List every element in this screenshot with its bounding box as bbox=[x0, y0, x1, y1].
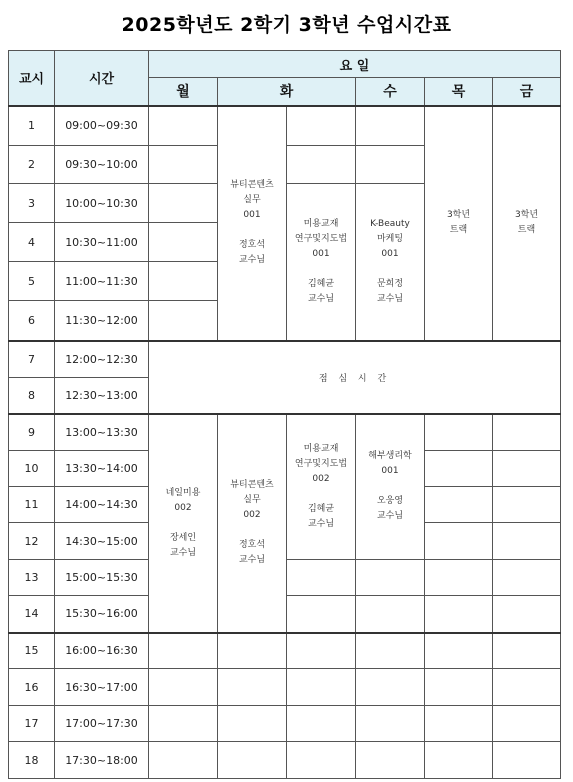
period-time: 12:00~12:30 bbox=[55, 341, 149, 378]
empty-cell bbox=[287, 669, 356, 706]
course-track-thu bbox=[425, 106, 493, 341]
empty-cell bbox=[493, 487, 561, 523]
empty-cell bbox=[493, 523, 561, 560]
period-number: 3 bbox=[9, 184, 55, 223]
period-number: 12 bbox=[9, 523, 55, 560]
period-time: 15:30~16:00 bbox=[55, 596, 149, 633]
empty-cell bbox=[356, 596, 425, 633]
spacer bbox=[287, 262, 355, 277]
period-number: 5 bbox=[9, 262, 55, 301]
period-time: 11:30~12:00 bbox=[55, 301, 149, 341]
course-cosmetology-001 bbox=[287, 184, 356, 341]
course-track-fri bbox=[493, 106, 561, 341]
instructor-name: 정호석 bbox=[238, 240, 266, 250]
empty-cell bbox=[356, 146, 425, 184]
course-name-line: 연구및지도법 bbox=[294, 458, 348, 469]
course-name-line: 미용교재 bbox=[303, 443, 339, 454]
empty-cell bbox=[149, 301, 218, 341]
empty-cell bbox=[493, 742, 561, 779]
period-time: 10:00~10:30 bbox=[55, 184, 149, 223]
instructor-title: 교수님 bbox=[307, 518, 335, 529]
empty-cell bbox=[356, 560, 425, 596]
lunch-break: 점 심 시 간 bbox=[149, 341, 561, 414]
instructor-title: 교수님 bbox=[376, 293, 404, 304]
course-cosmetology-002 bbox=[287, 414, 356, 560]
empty-cell bbox=[425, 560, 493, 596]
empty-cell bbox=[149, 146, 218, 184]
empty-cell bbox=[218, 669, 287, 706]
course-name-line: 뷰티콘텐츠 bbox=[230, 180, 274, 190]
empty-cell bbox=[287, 106, 356, 146]
empty-cell bbox=[218, 742, 287, 779]
period-number: 15 bbox=[9, 633, 55, 669]
period-time: 10:30~11:00 bbox=[55, 223, 149, 262]
empty-cell bbox=[287, 146, 356, 184]
instructor-title: 교수님 bbox=[238, 555, 266, 565]
period-number: 14 bbox=[9, 596, 55, 633]
spacer bbox=[356, 262, 424, 277]
period-time: 17:00~17:30 bbox=[55, 706, 149, 742]
course-name-line: 미용교재 bbox=[303, 218, 339, 229]
period-number: 9 bbox=[9, 414, 55, 451]
period-time: 09:00~09:30 bbox=[55, 106, 149, 146]
course-section: 001 bbox=[381, 248, 399, 259]
empty-cell bbox=[493, 633, 561, 669]
empty-cell bbox=[149, 223, 218, 262]
empty-cell bbox=[493, 560, 561, 596]
period-number: 11 bbox=[9, 487, 55, 523]
period-number: 7 bbox=[9, 341, 55, 378]
empty-cell bbox=[149, 262, 218, 301]
course-beauty-content-001 bbox=[218, 106, 287, 341]
period-time: 14:00~14:30 bbox=[55, 487, 149, 523]
period-time: 17:30~18:00 bbox=[55, 742, 149, 779]
course-name-line: 뷰티콘텐츠 bbox=[230, 480, 274, 490]
period-number: 18 bbox=[9, 742, 55, 779]
period-time: 16:00~16:30 bbox=[55, 633, 149, 669]
empty-cell bbox=[425, 706, 493, 742]
period-number: 1 bbox=[9, 106, 55, 146]
course-name-line: 실무 bbox=[243, 495, 261, 505]
instructor-name: 김혜균 bbox=[307, 503, 335, 514]
course-section: 002 bbox=[174, 502, 192, 513]
period-number: 17 bbox=[9, 706, 55, 742]
empty-cell bbox=[425, 487, 493, 523]
empty-cell bbox=[425, 669, 493, 706]
empty-cell bbox=[493, 669, 561, 706]
empty-cell bbox=[356, 742, 425, 779]
course-anatomy-001 bbox=[356, 414, 425, 560]
instructor-title: 교수님 bbox=[238, 255, 266, 265]
empty-cell bbox=[218, 706, 287, 742]
period-number: 16 bbox=[9, 669, 55, 706]
empty-cell bbox=[425, 596, 493, 633]
empty-cell bbox=[149, 106, 218, 146]
empty-cell bbox=[287, 742, 356, 779]
instructor-title: 교수님 bbox=[169, 547, 197, 558]
empty-cell bbox=[425, 523, 493, 560]
empty-cell bbox=[356, 669, 425, 706]
course-section: 002 bbox=[243, 510, 261, 520]
page-title: 2025학년도 2학기 3학년 수업시간표 bbox=[121, 14, 452, 36]
header-time: 시간 bbox=[55, 51, 149, 106]
empty-cell bbox=[493, 414, 561, 451]
course-name-line: K-Beauty bbox=[370, 218, 410, 229]
spacer bbox=[356, 479, 424, 494]
instructor-name: 문희정 bbox=[376, 278, 404, 289]
empty-cell bbox=[425, 414, 493, 451]
period-time: 15:00~15:30 bbox=[55, 560, 149, 596]
track-line: 3학년 bbox=[514, 210, 539, 220]
empty-cell bbox=[356, 106, 425, 146]
header-tue: 화 bbox=[218, 78, 356, 106]
course-name-line: 해부생리학 bbox=[368, 451, 412, 462]
spacer bbox=[149, 516, 217, 531]
empty-cell bbox=[218, 633, 287, 669]
course-section: 002 bbox=[312, 473, 330, 484]
header-wed: 수 bbox=[356, 78, 425, 106]
empty-cell bbox=[493, 451, 561, 487]
track-line: 트랙 bbox=[517, 225, 536, 235]
timetable bbox=[8, 50, 561, 779]
course-section: 001 bbox=[312, 248, 330, 259]
empty-cell bbox=[287, 706, 356, 742]
empty-cell bbox=[287, 596, 356, 633]
empty-cell bbox=[149, 669, 218, 706]
track-line: 3학년 bbox=[446, 210, 471, 220]
spacer bbox=[218, 223, 286, 238]
period-time: 11:00~11:30 bbox=[55, 262, 149, 301]
course-section: 001 bbox=[243, 210, 261, 220]
period-number: 8 bbox=[9, 378, 55, 414]
instructor-name: 정호석 bbox=[238, 540, 266, 550]
period-time: 14:30~15:00 bbox=[55, 523, 149, 560]
period-time: 13:30~14:00 bbox=[55, 451, 149, 487]
course-section: 001 bbox=[381, 466, 399, 477]
header-fri: 금 bbox=[493, 78, 561, 106]
course-name-line: 네일미용 bbox=[165, 487, 201, 498]
period-time: 12:30~13:00 bbox=[55, 378, 149, 414]
empty-cell bbox=[287, 633, 356, 669]
header-period: 교시 bbox=[9, 51, 55, 106]
period-number: 10 bbox=[9, 451, 55, 487]
header-day-group: 요 일 bbox=[149, 51, 561, 78]
period-number: 2 bbox=[9, 146, 55, 184]
period-number: 4 bbox=[9, 223, 55, 262]
empty-cell bbox=[425, 742, 493, 779]
empty-cell bbox=[493, 596, 561, 633]
empty-cell bbox=[425, 633, 493, 669]
period-time: 16:30~17:00 bbox=[55, 669, 149, 706]
course-beauty-content-002 bbox=[218, 414, 287, 633]
empty-cell bbox=[356, 633, 425, 669]
empty-cell bbox=[149, 184, 218, 223]
spacer bbox=[287, 487, 355, 502]
instructor-title: 교수님 bbox=[307, 293, 335, 304]
period-number: 13 bbox=[9, 560, 55, 596]
instructor-name: 오웅영 bbox=[376, 496, 404, 507]
period-time: 09:30~10:00 bbox=[55, 146, 149, 184]
instructor-name: 김혜균 bbox=[307, 278, 335, 289]
header-mon: 월 bbox=[149, 78, 218, 106]
empty-cell bbox=[149, 633, 218, 669]
empty-cell bbox=[149, 742, 218, 779]
empty-cell bbox=[425, 451, 493, 487]
course-name-line: 마케팅 bbox=[376, 233, 404, 244]
course-name-line: 실무 bbox=[243, 195, 261, 205]
course-nail-002 bbox=[149, 414, 218, 633]
course-name-line: 연구및지도법 bbox=[294, 233, 348, 244]
empty-cell bbox=[287, 560, 356, 596]
empty-cell bbox=[356, 706, 425, 742]
instructor-title: 교수님 bbox=[376, 511, 404, 522]
empty-cell bbox=[493, 706, 561, 742]
spacer bbox=[218, 523, 286, 538]
header-thu: 목 bbox=[425, 78, 493, 106]
empty-cell bbox=[149, 706, 218, 742]
period-number: 6 bbox=[9, 301, 55, 341]
instructor-name: 장세인 bbox=[169, 532, 197, 543]
track-line: 트랙 bbox=[449, 225, 468, 235]
period-time: 13:00~13:30 bbox=[55, 414, 149, 451]
course-kbeauty-001 bbox=[356, 184, 425, 341]
